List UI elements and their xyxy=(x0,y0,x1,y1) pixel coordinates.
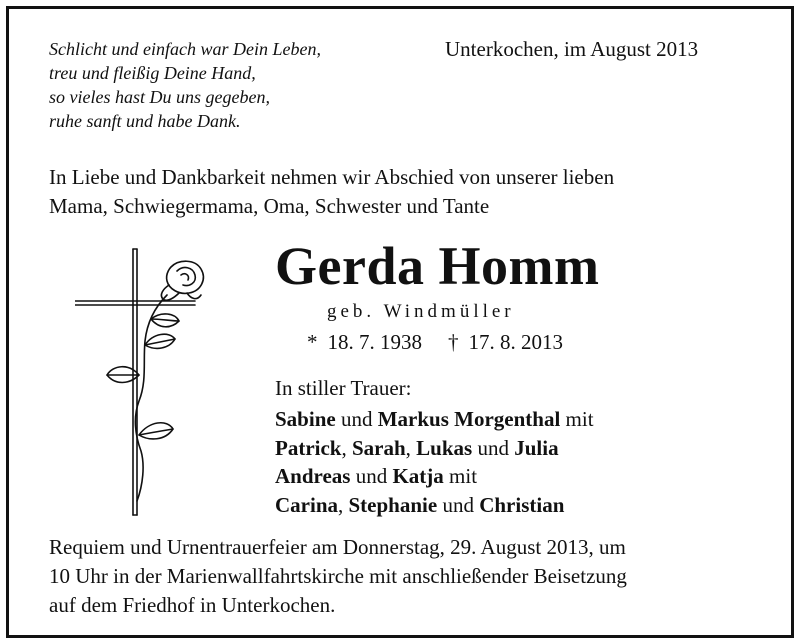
mourner-name: Andreas xyxy=(275,464,351,488)
connector-text: mit xyxy=(443,464,478,488)
mourner-name: Lukas xyxy=(416,435,473,460)
service-line: Requiem und Urnentrauerfeier am Donnerstag, 29. August 2013, um xyxy=(49,535,626,559)
mourners-line xyxy=(275,434,594,463)
connector-text: mit xyxy=(560,407,594,431)
connector-text: und xyxy=(350,464,393,488)
connector-text: und xyxy=(437,492,480,517)
birth-date: 18. 7. 1938 xyxy=(327,330,422,354)
service-line: 10 Uhr in der Marienwallfahrtskirche mit anschließender Beisetzung xyxy=(49,564,627,588)
connector-text: , xyxy=(405,435,417,460)
poem-line: ruhe sanft und habe Dank. xyxy=(49,111,241,131)
mourner-name: Katja xyxy=(392,464,444,488)
obituary-notice xyxy=(6,6,794,638)
mourners-line xyxy=(275,491,594,520)
death-symbol: † xyxy=(448,330,459,354)
life-dates xyxy=(307,330,563,355)
poem-line: so vieles hast Du uns gegeben, xyxy=(49,87,270,107)
poem-line: Schlicht und einfach war Dein Leben, xyxy=(49,39,321,59)
mourner-name: Julia xyxy=(514,435,559,460)
mourner-name: Stephanie xyxy=(348,492,438,517)
deceased-name: Gerda Homm xyxy=(275,236,600,296)
connector-text: , xyxy=(341,435,352,460)
poem xyxy=(49,37,321,133)
cross-with-rose-icon xyxy=(75,245,215,520)
place-date: Unterkochen, im August 2013 xyxy=(445,37,699,61)
mourners-list xyxy=(275,405,594,519)
mourners-line xyxy=(275,462,594,491)
service-info xyxy=(49,533,627,620)
mourning-label: In stiller Trauer: xyxy=(275,376,412,400)
service-line: auf dem Friedhof in Unterkochen. xyxy=(49,593,336,617)
mourner-name: Sarah xyxy=(351,435,406,460)
poem-line: treu und fleißig Deine Hand, xyxy=(49,63,256,83)
mourner-name: Sabine xyxy=(275,407,336,431)
mourner-name: Christian xyxy=(479,492,565,517)
connector-text: und xyxy=(335,407,378,431)
connector-text: und xyxy=(472,435,515,460)
birth-name: geb. Windmüller xyxy=(327,301,515,322)
connector-text: , xyxy=(338,492,349,517)
intro-line: In Liebe und Dankbarkeit nehmen wir Abschied von unserer lieben xyxy=(49,165,615,189)
mourner-name: Patrick xyxy=(275,435,342,460)
mourner-name: Markus Morgenthal xyxy=(377,407,561,431)
mourners-line xyxy=(275,405,594,434)
intro-line: Mama, Schwiegermama, Oma, Schwester und Tante xyxy=(49,194,490,218)
birth-symbol: * xyxy=(307,330,318,354)
mourner-name: Carina xyxy=(275,492,338,517)
intro-text xyxy=(49,163,769,221)
death-date: 17. 8. 2013 xyxy=(468,330,563,354)
